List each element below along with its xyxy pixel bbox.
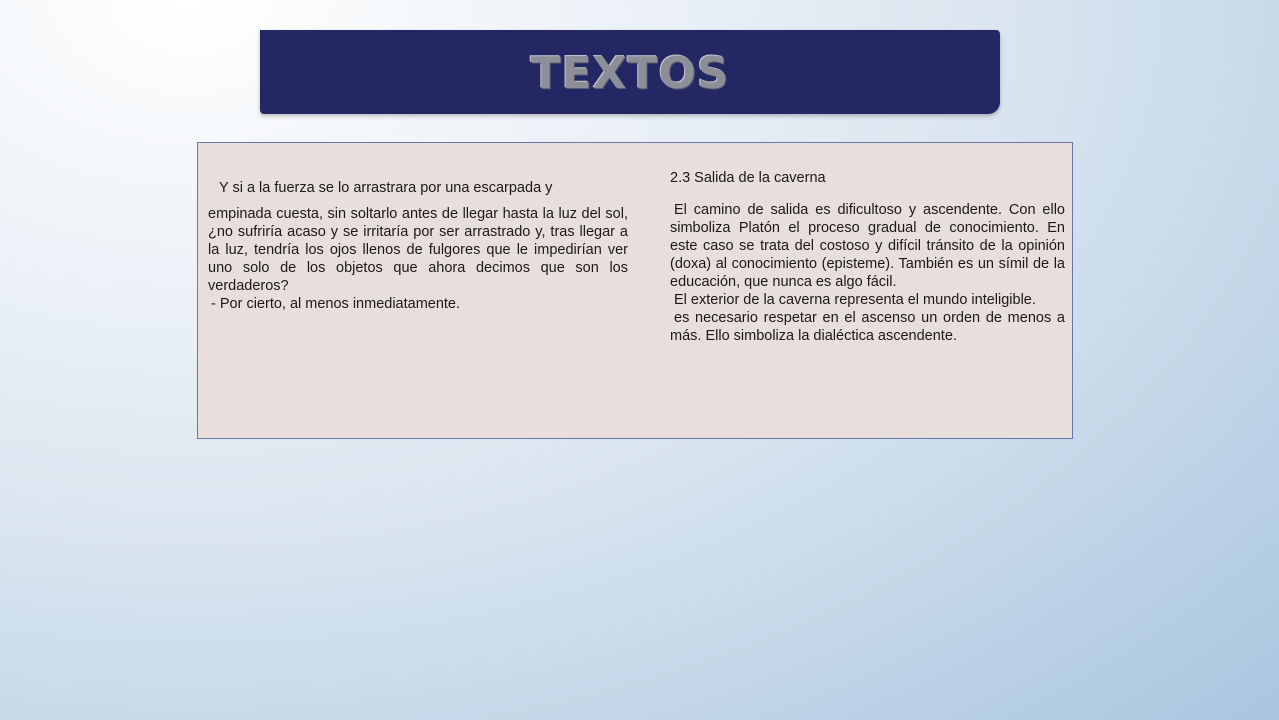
text-table: [197, 142, 1073, 439]
quote-body: empinada cuesta, sin soltarlo antes de llegar hasta la luz del sol, ¿no sufriría acaso y se irritaría por ser arrastrado y, tras llegar a la luz, tendría los ojos llenos de fulgores que le impedirían ver uno solo de los objetos que ahora decimos que son los verdaderos?: [208, 206, 628, 294]
quote-first-line: Y si a la fuerza se lo arrastrara por una escarpada y: [219, 180, 553, 196]
slide-title: TEXTOS: [530, 48, 730, 99]
quote-cell: [208, 143, 628, 438]
commentary-paragraph: El camino de salida es dificultoso y ascendente. Con ello simboliza Platón el proceso gradual de conocimiento. En este caso se trata del costoso y difícil tránsito de la opinión (doxa) al conocimiento (episteme). También es un símil de la educación, que nunca es algo fácil.: [670, 202, 1065, 290]
commentary-paragraph: El exterior de la caverna representa el mundo inteligible.: [674, 292, 1036, 308]
quote-reply: - Por cierto, al menos inmediatamente.: [211, 296, 461, 312]
commentary-heading: 2.3 Salida de la caverna: [670, 170, 826, 186]
commentary-cell: [670, 143, 1065, 438]
commentary-paragraph: es necesario respetar en el ascenso un orden de menos a más. Ello simboliza la dialéctica ascendente.: [670, 310, 1065, 344]
title-banner: [260, 30, 1000, 114]
